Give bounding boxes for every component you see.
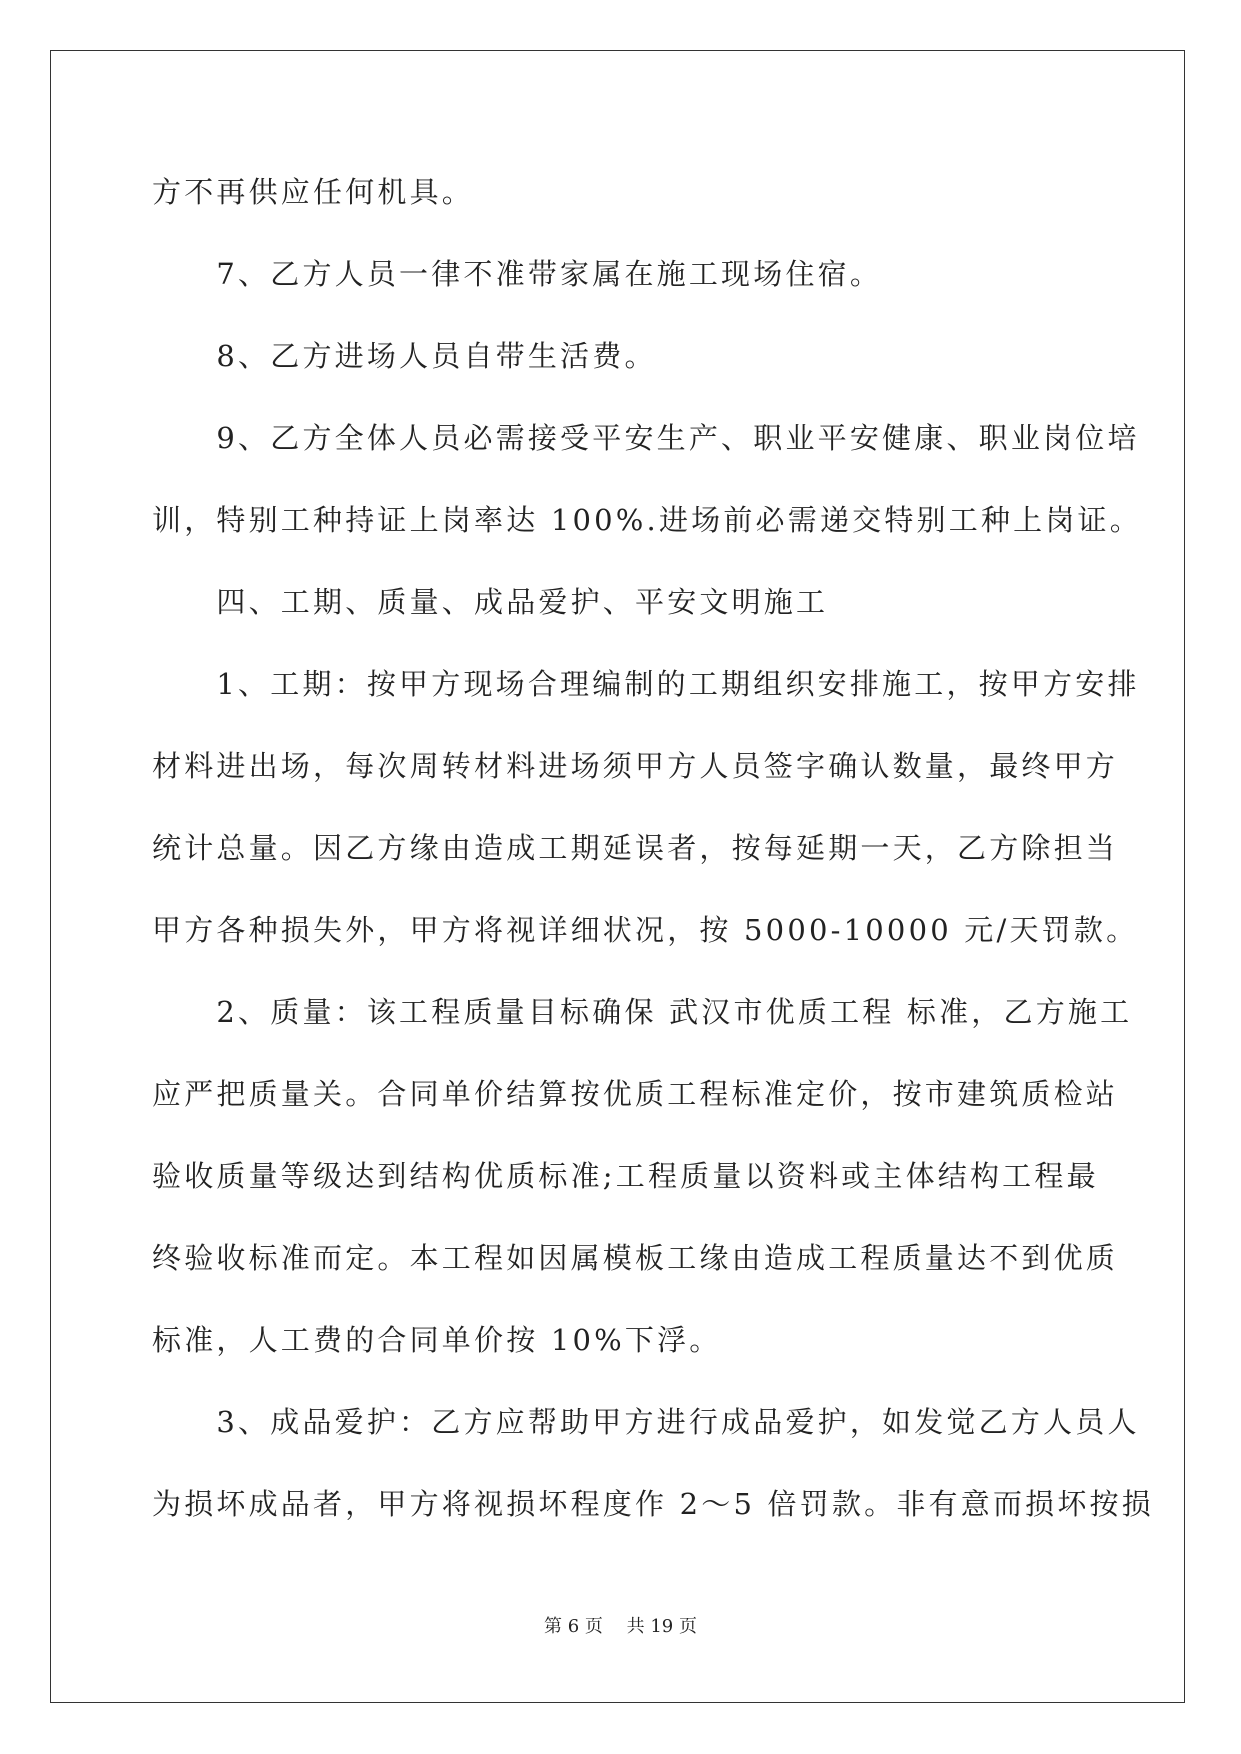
text-line: 7、乙方人员一律不准带家属在施工现场住宿。 xyxy=(152,257,883,291)
text-line: 8、乙方进场人员自带生活费。 xyxy=(152,339,657,373)
section-heading: 四、工期、质量、成品爱护、平安文明施工 xyxy=(152,585,829,619)
text-line: 应严把质量关。合同单价结算按优质工程标准定价，按市建筑质检站 xyxy=(152,1077,1119,1111)
text-line: 方不再供应任何机具。 xyxy=(152,175,475,209)
text-line: 9、乙方全体人员必需接受平安生产、职业平安健康、职业岗位培 xyxy=(152,421,1140,455)
text-line: 标准，人工费的合同单价按 10%下浮。 xyxy=(152,1323,722,1357)
text-line: 甲方各种损失外，甲方将视详细状况，按 5000-10000 元/天罚款。 xyxy=(152,913,1139,947)
page-number: 第 6 页 共 19 页 xyxy=(544,1616,697,1637)
text-line: 统计总量。因乙方缘由造成工期延误者，按每延期一天，乙方除担当 xyxy=(152,831,1119,865)
text-line: 训，特别工种持证上岗率达 100%.进场前必需递交特别工种上岗证。 xyxy=(152,503,1142,537)
text-line: 材料进出场，每次周转材料进场须甲方人员签字确认数量，最终甲方 xyxy=(152,749,1119,783)
document-body xyxy=(152,164,1154,1558)
text-line: 终验收标准而定。本工程如因属模板工缘由造成工程质量达不到优质 xyxy=(152,1241,1119,1275)
text-line: 验收质量等级达到结构优质标准;工程质量以资料或主体结构工程最 xyxy=(152,1159,1099,1193)
text-line: 3、成品爱护：乙方应帮助甲方进行成品爱护，如发觉乙方人员人 xyxy=(152,1405,1140,1439)
text-line: 为损坏成品者，甲方将视损坏程度作 2～5 倍罚款。非有意而损坏按损 xyxy=(152,1487,1154,1521)
text-line: 1、工期：按甲方现场合理编制的工期组织安排施工，按甲方安排 xyxy=(152,667,1140,701)
text-line: 2、质量：该工程质量目标确保 武汉市优质工程 标准，乙方施工 xyxy=(152,995,1133,1029)
